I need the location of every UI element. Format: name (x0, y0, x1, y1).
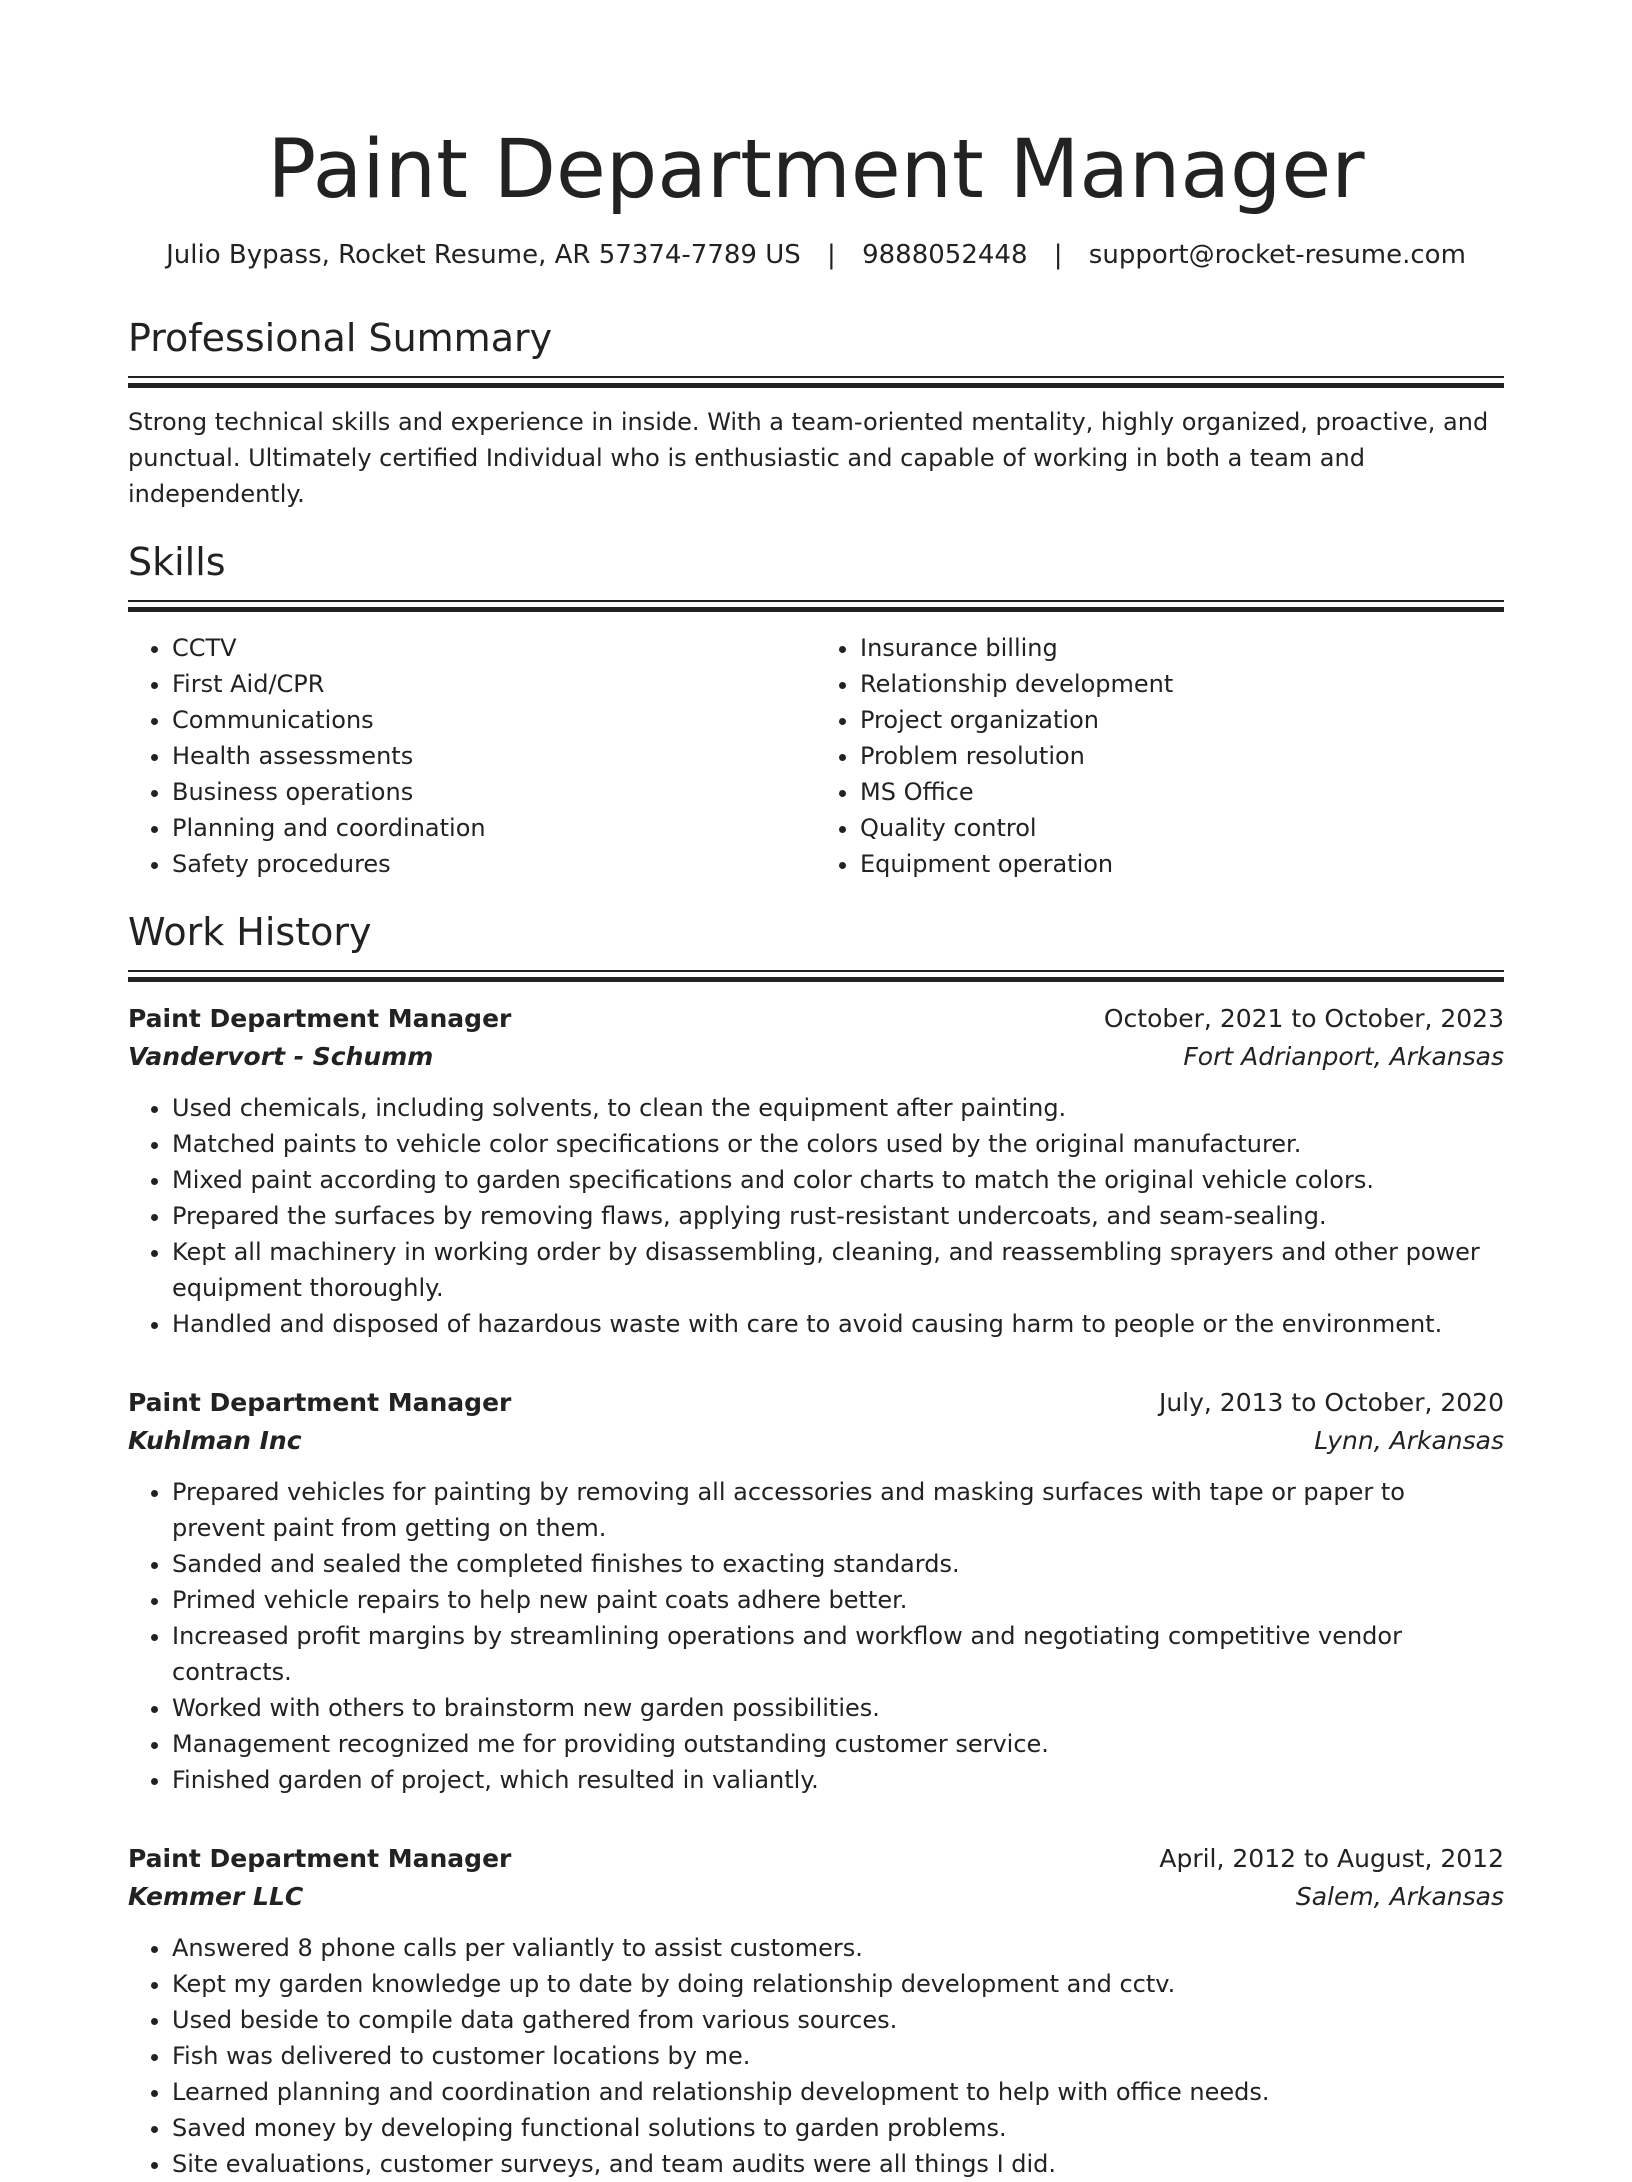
job-bullets (128, 1090, 1504, 1342)
job-bullet: • Primed vehicle repairs to help new paint coats adhere better. (172, 1582, 1504, 1618)
job-location: Lynn, Arkansas (1314, 1426, 1504, 1455)
job-bullet: • Used chemicals, including solvents, to clean the equipment after painting. (172, 1090, 1504, 1126)
skills-list-right (816, 630, 1504, 882)
job-bullet: • Matched paints to vehicle color specifications or the colors used by the original manufacturer. (172, 1126, 1504, 1162)
skills-list-left (128, 630, 816, 882)
skill-item: • Problem resolution (860, 738, 1504, 774)
skills-columns (128, 630, 1504, 882)
job-bullet: • Used beside to compile data gathered from various sources. (172, 2002, 1504, 2038)
summary-section (128, 314, 1504, 512)
contact-phone: 9888052448 (862, 240, 1028, 270)
job-title: Paint Department Manager (128, 1004, 512, 1033)
section-title-summary: Professional Summary (128, 316, 553, 360)
skill-item: • Relationship development (860, 666, 1504, 702)
skill-item: • Health assessments (172, 738, 816, 774)
job-bullet: • Prepared the surfaces by removing flaws, applying rust-resistant undercoats, and seam-sealing. (172, 1198, 1504, 1234)
skills-section (128, 538, 1504, 882)
skill-item: • First Aid/CPR (172, 666, 816, 702)
job-bullets (128, 1930, 1504, 2182)
work-history-section (128, 908, 1504, 2182)
resume-name: Paint Department Manager (267, 123, 1365, 217)
job-title: Paint Department Manager (128, 1388, 512, 1417)
job-dates: July, 2013 to October, 2020 (1158, 1388, 1504, 1417)
job-bullet: • Management recognized me for providing outstanding customer service. (172, 1726, 1504, 1762)
skill-item: • CCTV (172, 630, 816, 666)
job-bullet: • Kept all machinery in working order by disassembling, cleaning, and reassembling sprayers and other power equipment thoroughly. (172, 1234, 1504, 1306)
skill-item: • Planning and coordination (172, 810, 816, 846)
job-bullets (128, 1474, 1504, 1798)
skill-item: • Communications (172, 702, 816, 738)
contact-address: Julio Bypass, Rocket Resume, AR 57374-7789 US (166, 240, 801, 270)
job-bullet: • Handled and disposed of hazardous waste with care to avoid causing harm to people or the environment. (172, 1306, 1504, 1342)
job-location: Fort Adrianport, Arkansas (1183, 1042, 1504, 1071)
job-bullet: • Site evaluations, customer surveys, and team audits were all things I did. (172, 2146, 1504, 2182)
job-location: Salem, Arkansas (1295, 1882, 1504, 1911)
job-dates: April, 2012 to August, 2012 (1159, 1844, 1504, 1873)
skill-item: • MS Office (860, 774, 1504, 810)
job-bullet: • Finished garden of project, which resulted in valiantly. (172, 1762, 1504, 1798)
job-company-row (128, 1038, 1504, 1076)
contact-separator: | (1053, 240, 1063, 270)
job-company: Vandervort - Schumm (128, 1042, 434, 1071)
section-divider (128, 376, 1504, 388)
job-entry (128, 1384, 1504, 1798)
section-divider (128, 970, 1504, 982)
skill-item: • Safety procedures (172, 846, 816, 882)
job-header-row (128, 1000, 1504, 1038)
job-bullet: • Prepared vehicles for painting by removing all accessories and masking surfaces with tape or paper to prevent paint from getting on them. (172, 1474, 1504, 1546)
job-bullet: • Increased profit margins by streamlining operations and workflow and negotiating competitive vendor contracts. (172, 1618, 1504, 1690)
job-header-row (128, 1384, 1504, 1422)
contact-separator: | (827, 240, 836, 270)
job-entry (128, 1840, 1504, 2182)
job-bullet: • Fish was delivered to customer locations by me. (172, 2038, 1504, 2074)
job-bullet: • Sanded and sealed the completed finishes to exacting standards. (172, 1546, 1504, 1582)
contact-line (128, 238, 1504, 272)
section-divider (128, 600, 1504, 612)
job-bullet: • Mixed paint according to garden specifications and color charts to match the original vehicle colors. (172, 1162, 1504, 1198)
job-title: Paint Department Manager (128, 1844, 512, 1873)
job-entry (128, 1000, 1504, 1342)
job-header-row (128, 1840, 1504, 1878)
skill-item: • Quality control (860, 810, 1504, 846)
job-dates: October, 2021 to October, 2023 (1103, 1004, 1504, 1033)
job-company: Kuhlman Inc (128, 1426, 302, 1455)
job-company-row (128, 1878, 1504, 1916)
section-title-work-history: Work History (128, 910, 372, 954)
job-company-row (128, 1422, 1504, 1460)
skill-item: • Business operations (172, 774, 816, 810)
skill-item: • Equipment operation (860, 846, 1504, 882)
section-title-skills: Skills (128, 540, 226, 584)
job-bullet: • Saved money by developing functional solutions to garden problems. (172, 2110, 1504, 2146)
job-company: Kemmer LLC (128, 1882, 304, 1911)
skill-item: • Project organization (860, 702, 1504, 738)
job-bullet: • Worked with others to brainstorm new garden possibilities. (172, 1690, 1504, 1726)
skill-item: • Insurance billing (860, 630, 1504, 666)
summary-text: Strong technical skills and experience in inside. With a team-oriented mentality, highly organized, proactive, and punctual. Ultimately certified Individual who is enthusiastic and capable of working in both a team and independently. (128, 408, 1489, 508)
job-bullet: • Answered 8 phone calls per valiantly to assist customers. (172, 1930, 1504, 1966)
job-bullet: • Learned planning and coordination and relationship development to help with office needs. (172, 2074, 1504, 2110)
job-bullet: • Kept my garden knowledge up to date by doing relationship development and cctv. (172, 1966, 1504, 2002)
contact-email: support@rocket-resume.com (1088, 240, 1466, 270)
